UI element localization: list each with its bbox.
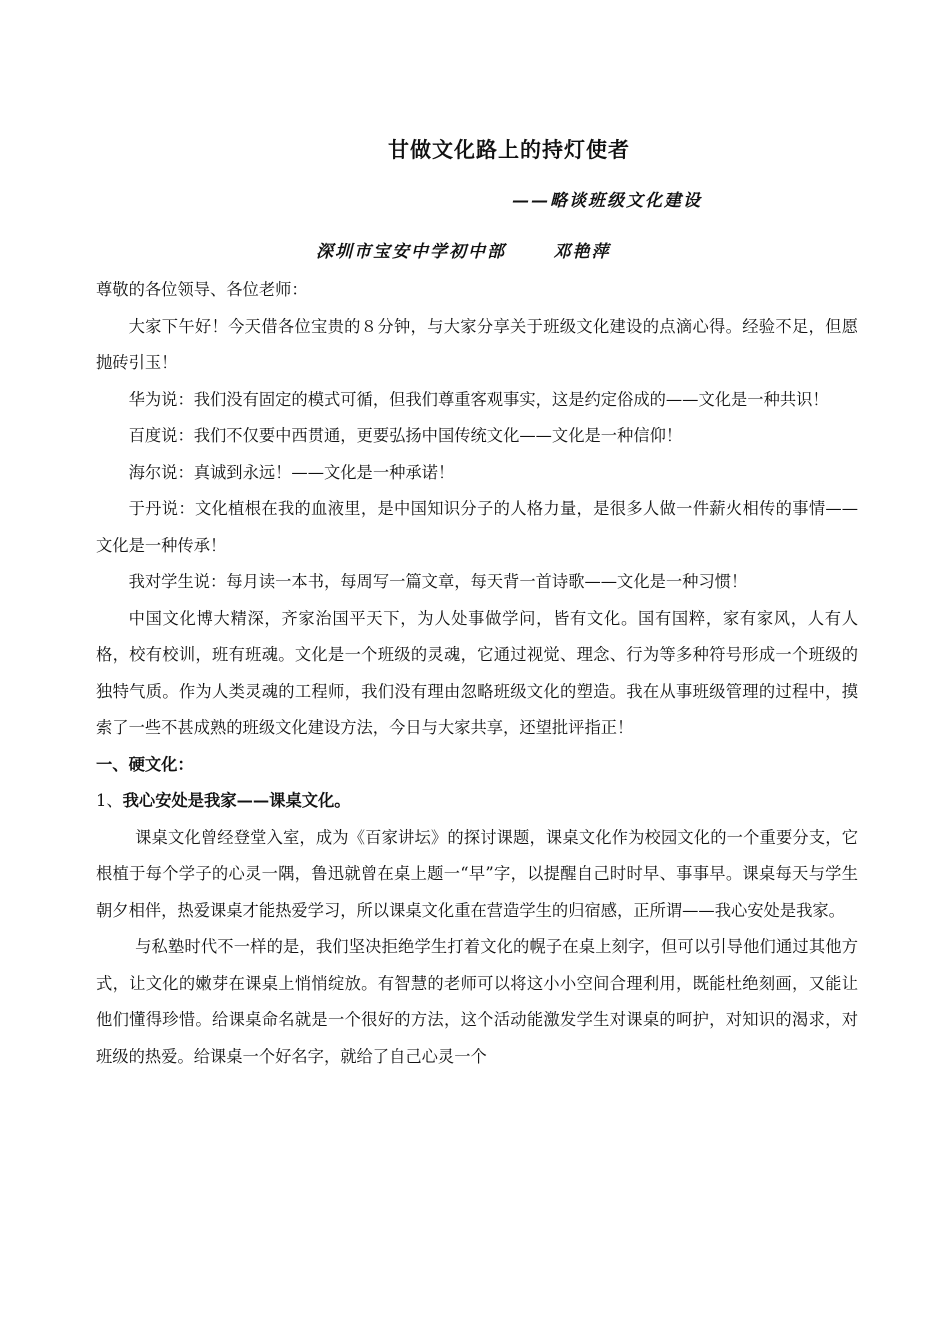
author-line: 深圳市宝安中学初中部 邓艳萍 xyxy=(316,242,611,262)
paragraph-desk-naming: 与私塾时代不一样的是，我们坚决拒绝学生打着文化的幌子在桌上刻字，但可以引导他们通过其他方式，让文化的嫩芽在课桌上悄悄绽放。有智慧的老师可以将这小小空间合理利用，既能杜绝刻画，又能让他们懂得珍惜。给课桌命名就是一个很好的方法，这个活动能激发学生对课桌的呵护，对知识的渴求，对班级的热爱。给课桌一个好名字，就给了自己心灵一个 xyxy=(96,937,858,1066)
document-title: 甘做文化路上的持灯使者 xyxy=(388,137,630,162)
section-heading: 一、硬文化： xyxy=(96,754,194,774)
paragraph-students: 我对学生说：每月读一本书，每周写一篇文章，每天背一首诗歌——文化是一种习惯！ xyxy=(128,572,748,591)
subsection-title: 我心安处是我家——课桌文化。 xyxy=(122,791,351,810)
document-body xyxy=(96,272,858,1075)
paragraph-desk-culture: 课桌文化曾经登堂入室，成为《百家讲坛》的探讨课题，课桌文化作为校园文化的一个重要分支，它根植于每个学子的心灵一隅，鲁迅就曾在桌上题一“早”字，以提醒自己时时早、事事早。课桌每天与学生朝夕相伴，热爱课桌才能热爱学习，所以课桌文化重在营造学生的归宿感，正所谓——我心安处是我家。 xyxy=(96,827,858,920)
paragraph-baidu: 百度说：我们不仅要中西贯通，更要弘扬中国传统文化——文化是一种信仰！ xyxy=(128,426,683,445)
paragraph-culture: 中国文化博大精深，齐家治国平天下，为人处事做学问，皆有文化。国有国粹，家有家风，人有人格，校有校训，班有班魂。文化是一个班级的灵魂，它通过视觉、理念、行为等多种符号形成一个班级的独特气质。作为人类灵魂的工程师，我们没有理由忽略班级文化的塑造。我在从事班级管理的过程中，摸索了一些不甚成熟的班级文化建设方法，今日与大家共享，还望批评指正！ xyxy=(96,608,858,737)
subsection-number: 1、 xyxy=(96,791,123,810)
paragraph-yudan: 于丹说：文化植根在我的血液里，是中国知识分子的人格力量，是很多人做一件薪火相传的事情——文化是一种传承！ xyxy=(96,499,858,555)
document-subtitle: ——略谈班级文化建设 xyxy=(512,191,702,211)
paragraph-haier: 海尔说：真诚到永远！——文化是一种承诺！ xyxy=(128,462,455,482)
paragraph-greeting: 大家下午好！今天借各位宝贵的８分钟，与大家分享关于班级文化建设的点滴心得。经验不足，但愿抛砖引玉！ xyxy=(96,316,858,372)
paragraph-huawei: 华为说：我们没有固定的模式可循，但我们尊重客观事实，这是约定俗成的——文化是一种共识！ xyxy=(128,389,829,409)
subsection-heading xyxy=(96,783,858,820)
salutation: 尊敬的各位领导、各位老师： xyxy=(96,280,308,299)
